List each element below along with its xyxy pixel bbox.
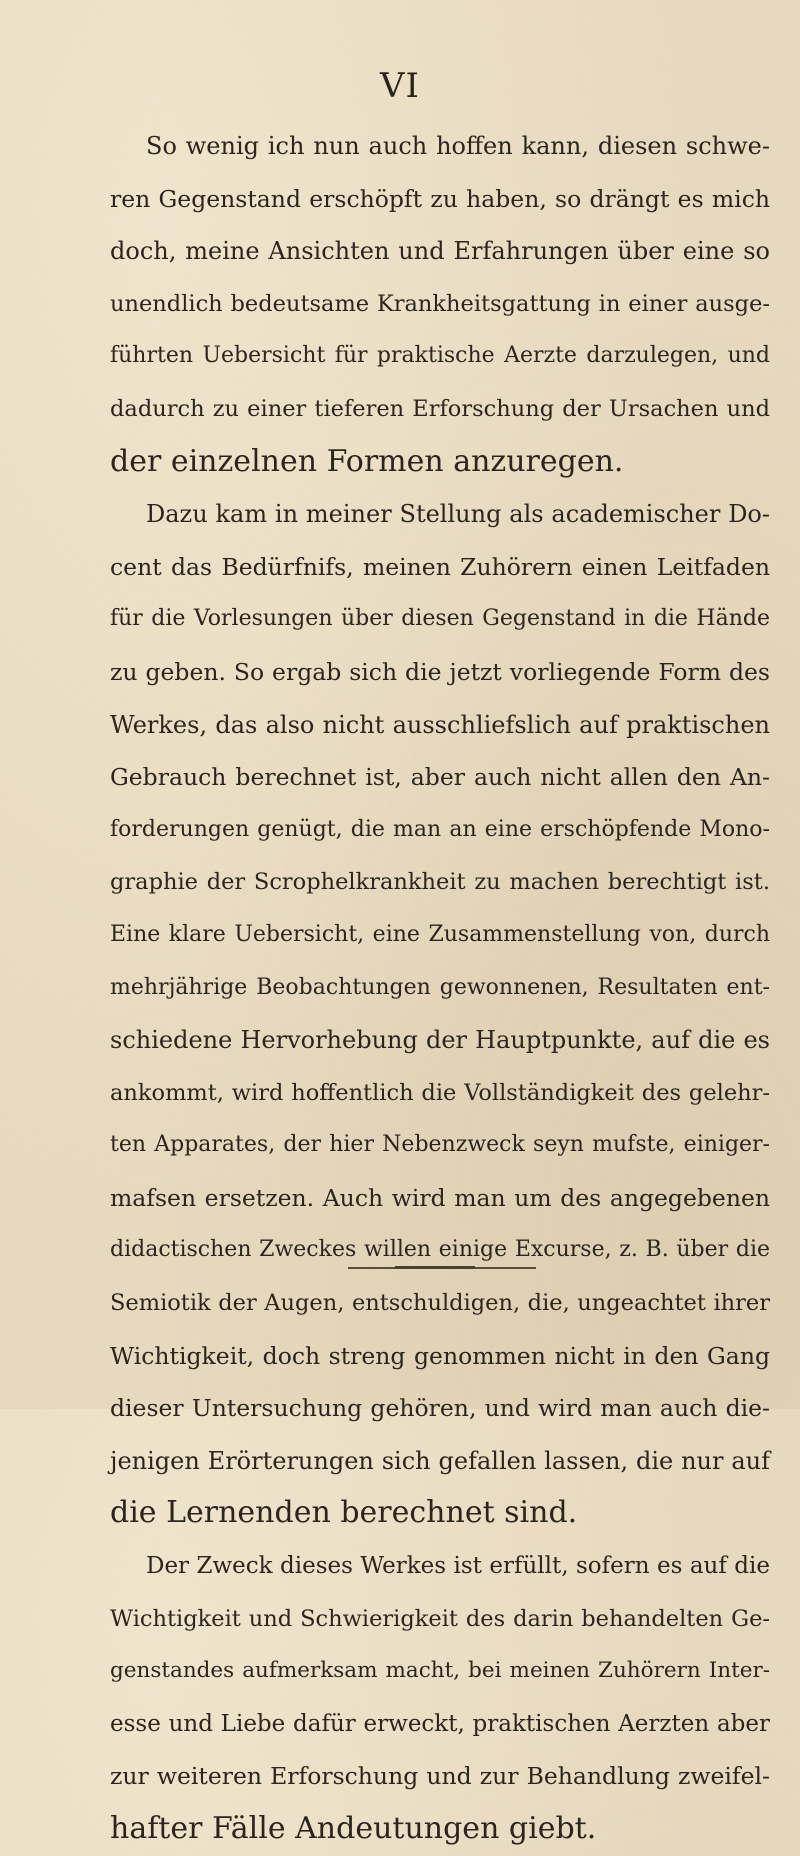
page-number: VI — [380, 66, 420, 106]
text-line: unendlich bedeutsame Krankheitsgattung in einer ausge- — [110, 290, 770, 317]
text-line: Semiotik der Augen, entschuldigen, die, ungeachtet ihrer — [110, 1290, 770, 1317]
end-rule-center — [395, 1266, 475, 1269]
text-line: Gebrauch berechnet ist, aber auch nicht allen den An- — [110, 763, 770, 792]
text-line: So wenig ich nun auch hoffen kann, diesen schwe- — [146, 132, 770, 160]
text-line: mafsen ersetzen. Auch wird man um des angegebenen — [110, 1183, 770, 1212]
text-line: mehrjährige Beobachtungen gewonnenen, Resultaten ent- — [110, 974, 770, 1000]
text-line: die Lernenden berechnet sind. — [110, 1495, 578, 1531]
text-line: Wichtigkeit und Schwierigkeit des darin behandelten Ge- — [110, 1605, 770, 1632]
text-line: jenigen Erörterungen sich gefallen lassen, die nur auf — [110, 1446, 770, 1475]
text-line: graphie der Scrophelkrankheit zu machen berechtigt ist. — [110, 869, 770, 896]
text-line: hafter Fälle Andeutungen giebt. — [110, 1811, 597, 1846]
text-line: dadurch zu einer tieferen Erforschung der Ursachen und — [110, 395, 770, 422]
text-line: doch, meine Ansichten und Erfahrungen über eine so — [110, 237, 770, 266]
text-line: cent das Bedürfnifs, meinen Zuhörern einen Leitfaden — [110, 552, 770, 581]
text-line: Eine klare Uebersicht, eine Zusammenstellung von, durch — [110, 921, 770, 947]
text-line: didactischen Zweckes willen einige Excurse, z. B. über die — [110, 1237, 770, 1263]
text-line: Dazu kam in meiner Stellung als academischer Do- — [146, 500, 770, 529]
body-text — [110, 120, 770, 1856]
text-line: Werkes, das also nicht ausschliefslich auf praktischen — [110, 710, 770, 739]
text-line: forderungen genügt, die man an eine erschöpfende Mono- — [110, 816, 770, 842]
text-line: führten Uebersicht für praktische Aerzte darzulegen, und — [110, 343, 770, 369]
text-line: dieser Untersuchung gehören, und wird man auch die- — [110, 1394, 770, 1423]
text-line: schiedene Hervorhebung der Hauptpunkte, auf die es — [110, 1026, 770, 1055]
text-line: für die Vorlesungen über diesen Gegenstand in die Hände — [110, 606, 770, 632]
text-line: Der Zweck dieses Werkes ist erfüllt, sofern es auf die — [146, 1553, 770, 1580]
text-line: genstandes aufmerksam macht, bei meinen Zuhörern Inter- — [110, 1658, 770, 1684]
text-line: zu geben. So ergab sich die jetzt vorliegende Form des — [110, 657, 770, 686]
text-line: ankommt, wird hoffentlich die Vollständigkeit des gelehr- — [110, 1079, 770, 1106]
text-line: esse und Liebe dafür erweckt, praktischen Aerzten aber — [110, 1710, 770, 1737]
text-line: ren Gegenstand erschöpft zu haben, so drängt es mich — [110, 184, 770, 213]
text-line: zur weiteren Erforschung und zur Behandlung zweifel- — [110, 1762, 770, 1791]
text-line: ten Apparates, der hier Nebenzweck seyn mufste, einiger- — [110, 1132, 770, 1158]
text-line: Wichtigkeit, doch streng genommen nicht in den Gang — [110, 1341, 770, 1370]
text-line: der einzelnen Formen anzuregen. — [110, 443, 624, 479]
